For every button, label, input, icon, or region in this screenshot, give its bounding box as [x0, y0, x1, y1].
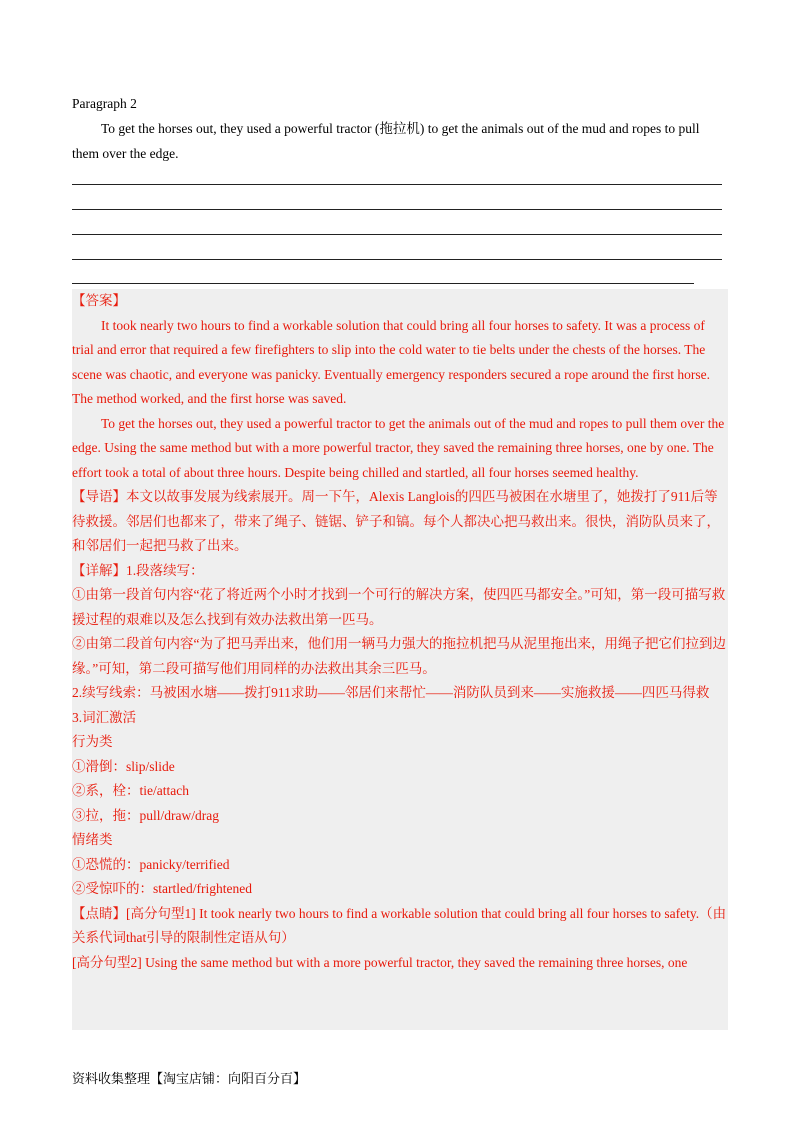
- detail-item3-title: 3.词汇激活: [72, 709, 137, 725]
- vocab-item: ③拉，拖：pull/draw/drag: [72, 807, 219, 823]
- vocab-item: ①恐慌的：panicky/terrified: [72, 856, 230, 872]
- answer-section: [72, 289, 728, 1030]
- guide-text: 本文以故事发展为线索展开。周一下午，Alexis Langlois的四匹马被困在水塘里了，她拨打了911后等待救援。邻居们也都来了，带来了绳子、链锯、铲子和镐。每个人都决心把马救出来。很快，消防队员来了，和邻居们一起把马救了出来。: [72, 489, 720, 553]
- vocab-item: ②受惊吓的：startled/frightened: [72, 881, 252, 896]
- writing-line: [72, 209, 722, 210]
- writing-line: [72, 184, 722, 185]
- detail-block: [72, 559, 728, 584]
- writing-line: [72, 259, 722, 260]
- emotion-title: 情绪类: [72, 832, 113, 847]
- detail-item1-title: 1.段落续写：: [126, 562, 204, 578]
- guide-heading: 【导语】: [72, 489, 126, 504]
- highlight-sentence-1: [高分句型1] It took nearly two hours to find a workable solution that could bring all four horses to safety.（由关系代词that引导的限制性定语从句）: [72, 905, 727, 945]
- highlight-sentence-2: [高分句型2] Using the same method but with a more powerful tractor, they saved the remaining three horses, one: [72, 954, 688, 970]
- answer-heading: 【答案】: [72, 293, 126, 308]
- vocab-item: ②系，栓：tie/attach: [72, 783, 189, 798]
- highlight-heading: 【点睛】: [72, 905, 126, 921]
- paragraph-text: To get the horses out, they used a powerful tractor (拖拉机) to get the animals out of the mud and ropes to pull them over the edge.: [72, 121, 700, 161]
- behavior-title: 行为类: [72, 734, 113, 749]
- answer-paragraph-1: It took nearly two hours to find a workable solution that could bring all four horses to safety. It was a process of trial and error that required a few firefighters to slip into the cold water to tie belts under the chests of the horses. The scene was chaotic, and everyone was panicky. Eventually emergency responders secured a rope around the first horse. The method worked, and the first horse was saved.: [72, 317, 711, 406]
- footer-text: 资料收集整理【淘宝店铺：向阳百分百】: [72, 1071, 307, 1086]
- guide-block: [72, 485, 728, 559]
- writing-line: [72, 283, 694, 284]
- paragraph-label: Paragraph 2: [72, 96, 137, 111]
- answer-paragraph-2: To get the horses out, they used a powerful tractor to get the animals out of the mud and ropes to pull them over the edge. Using the same method but with a more powerful tractor, they saved the remaining three horses, one by one. The effort took a total of about three hours. Despite being chilled and startled, all four horses seemed healthy.: [72, 415, 725, 480]
- detail-item1-b: ②由第二段首句内容“为了把马弄出来，他们用一辆马力强大的拖拉机把马从泥里拖出来，用绳子把它们拉到边缘。”可知，第二段可描写他们用同样的办法救出其余三匹马。: [72, 636, 726, 676]
- highlight-block: [72, 902, 728, 951]
- writing-line: [72, 234, 722, 235]
- detail-item2: 2.续写线索：马被困水塘——拨打911求助——邻居们来帮忙——消防队员到来——实施救援——四匹马得救: [72, 685, 710, 700]
- detail-heading: 【详解】: [72, 562, 126, 578]
- detail-item1-a: ①由第一段首句内容“花了将近两个小时才找到一个可行的解决方案，使四匹马都安全。”可知，第一段可描写救援过程的艰难以及怎么找到有效办法救出第一匹马。: [72, 587, 726, 627]
- vocab-item: ①滑倒：slip/slide: [72, 758, 175, 774]
